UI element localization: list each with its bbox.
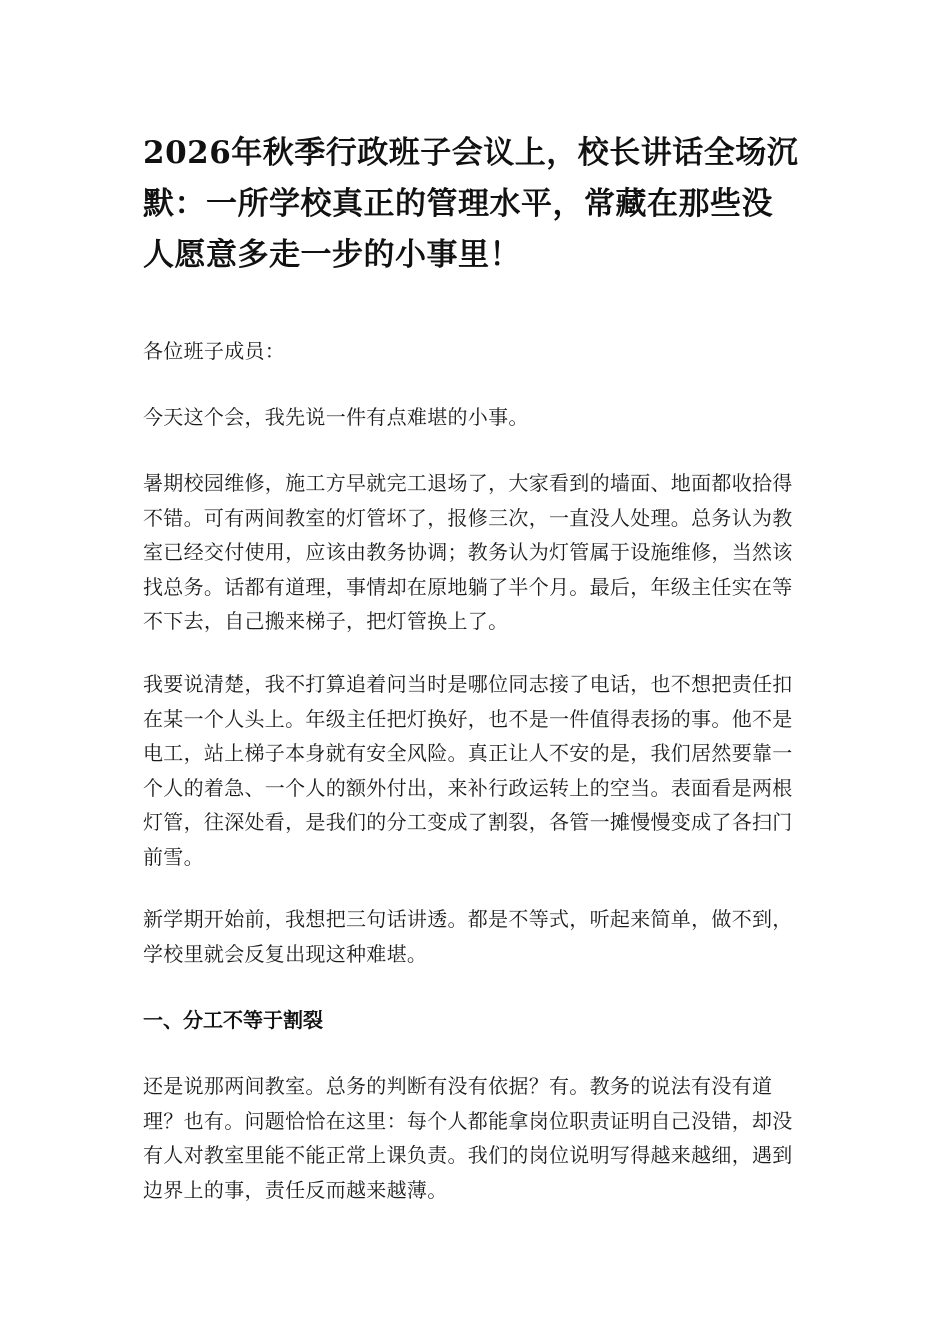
paragraph-intro: 今天这个会，我先说一件有点难堪的小事。: [143, 405, 529, 429]
paragraph-section-1: 还是说那两间教室。总务的判断有没有依据？有。教务的说法有没有道理？也有。问题恰恰在这里：每个人都能拿岗位职责证明自己没错，却没有人对教室里能不能正常上课负责。我们的岗位说明写得越来越细，遇到边界上的事，责任反而越来越薄。: [143, 1074, 793, 1202]
paragraph-reflection: 我要说清楚，我不打算追着问当时是哪位同志接了电话，也不想把责任扣在某一个人头上。年级主任把灯换好，也不是一件值得表扬的事。他不是电工，站上梯子本身就有安全风险。真正让人不安的是，我们居然要靠一个人的着急、一个人的额外付出，来补行政运转上的空当。表面看是两根灯管，往深处看，是我们的分工变成了割裂，各管一摊慢慢变成了各扫门前雪。: [143, 672, 793, 869]
salutation: 各位班子成员：: [143, 339, 286, 363]
section-heading-1: 一、分工不等于割裂: [143, 1008, 323, 1032]
paragraph-preview: 新学期开始前，我想把三句话讲透。都是不等式，听起来简单，做不到，学校里就会反复出现这种难堪。: [143, 907, 793, 966]
paragraph-incident: 暑期校园维修，施工方早就完工退场了，大家看到的墙面、地面都收拾得不错。可有两间教室的灯管坏了，报修三次，一直没人处理。总务认为教室已经交付使用，应该由教务协调；教务认为灯管属于设施维修，当然该找总务。话都有道理，事情却在原地躺了半个月。最后，年级主任实在等不下去，自己搬来梯子，把灯管换上了。: [143, 471, 793, 633]
document-title: 2026年秋季行政班子会议上，校长讲话全场沉默：一所学校真正的管理水平，常藏在那些没人愿意多走一步的小事里！: [143, 135, 799, 273]
